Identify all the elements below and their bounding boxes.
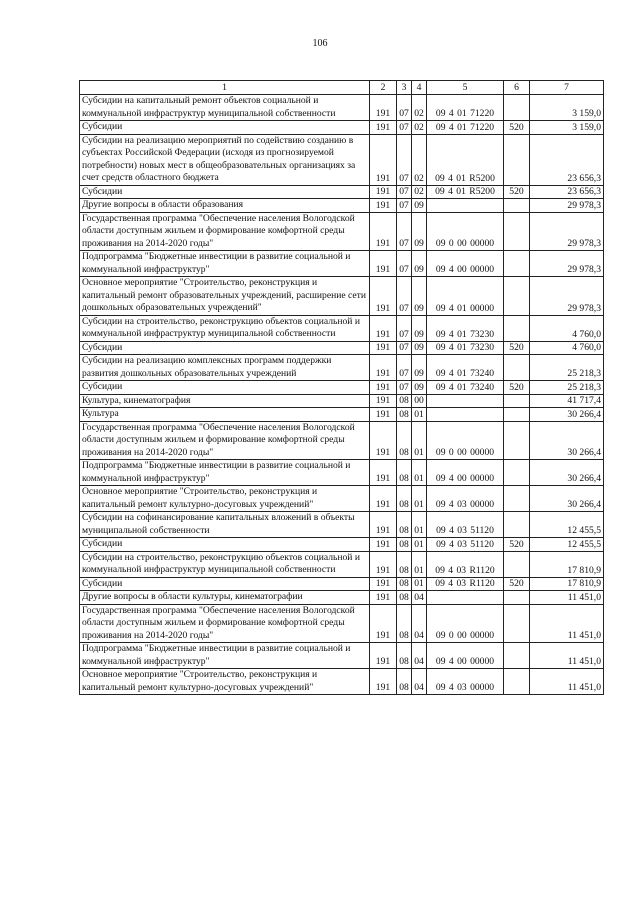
- row-admin-code: 191: [370, 591, 397, 605]
- table-row: [80, 604, 604, 643]
- row-name: Государственная программа "Обеспечение населения Вологодской области доступным жильем и формирование комфортной среды проживания на 2014-2020 годы": [80, 421, 370, 460]
- row-subsection: 01: [412, 512, 427, 538]
- table-row: [80, 95, 604, 121]
- row-expense-type: 520: [504, 341, 530, 355]
- row-name: Субсидии: [80, 121, 370, 135]
- table-row: [80, 212, 604, 251]
- row-name: Другие вопросы в области образования: [80, 199, 370, 213]
- row-subsection: 01: [412, 577, 427, 591]
- row-admin-code: 191: [370, 381, 397, 395]
- row-amount: 30 266,4: [530, 460, 604, 486]
- row-expense-type: 520: [504, 381, 530, 395]
- row-admin-code: 191: [370, 341, 397, 355]
- row-section: 07: [397, 381, 412, 395]
- row-name: Субсидии: [80, 577, 370, 591]
- row-amount: 29 978,3: [530, 251, 604, 277]
- table-row: [80, 355, 604, 381]
- row-name: Субсидии на капитальный ремонт объектов социальной и коммунальной инфраструктур муниципальной собственности: [80, 95, 370, 121]
- table-row: [80, 486, 604, 512]
- row-admin-code: 191: [370, 121, 397, 135]
- row-amount: 17 810,9: [530, 577, 604, 591]
- row-name: Основное мероприятие "Строительство, реконструкция и капитальный ремонт образовательных учреждений, расширение сети дошкольных образовательных учреждений": [80, 277, 370, 316]
- row-expense-type: [504, 315, 530, 341]
- row-admin-code: 191: [370, 134, 397, 185]
- row-section: 08: [397, 669, 412, 695]
- row-expense-type: [504, 277, 530, 316]
- row-admin-code: 191: [370, 643, 397, 669]
- row-name: Другие вопросы в области культуры, кинематографии: [80, 591, 370, 605]
- row-subsection: 09: [412, 355, 427, 381]
- table-row: [80, 185, 604, 199]
- row-target-article: 09 4 00 00000: [427, 251, 504, 277]
- row-target-article: 09 4 03 R1120: [427, 577, 504, 591]
- row-name: Подпрограмма "Бюджетные инвестиции в развитие социальной и коммунальной инфраструктур": [80, 460, 370, 486]
- row-amount: 4 760,0: [530, 315, 604, 341]
- row-name: Государственная программа "Обеспечение населения Вологодской области доступным жильем и формирование комфортной среды проживания на 2014-2020 годы": [80, 604, 370, 643]
- row-target-article: [427, 591, 504, 605]
- row-name: Субсидии: [80, 341, 370, 355]
- table-row: [80, 121, 604, 135]
- row-section: 08: [397, 421, 412, 460]
- row-admin-code: 191: [370, 577, 397, 591]
- row-admin-code: 191: [370, 185, 397, 199]
- row-amount: 12 455,5: [530, 512, 604, 538]
- row-section: 07: [397, 315, 412, 341]
- row-amount: 41 717,4: [530, 394, 604, 408]
- row-section: 07: [397, 341, 412, 355]
- table-row: [80, 551, 604, 577]
- row-name: Культура: [80, 408, 370, 422]
- row-amount: 17 810,9: [530, 551, 604, 577]
- row-expense-type: [504, 355, 530, 381]
- row-name: Государственная программа "Обеспечение населения Вологодской области доступным жильем и формирование комфортной среды проживания на 2014-2020 годы": [80, 212, 370, 251]
- row-expense-type: [504, 408, 530, 422]
- row-subsection: 04: [412, 643, 427, 669]
- row-name: Основное мероприятие "Строительство, реконструкция и капитальный ремонт культурно-досуговых учреждений": [80, 486, 370, 512]
- row-expense-type: [504, 251, 530, 277]
- row-target-article: 09 4 01 73230: [427, 341, 504, 355]
- row-section: 07: [397, 95, 412, 121]
- row-section: 08: [397, 486, 412, 512]
- row-subsection: 01: [412, 551, 427, 577]
- row-subsection: 02: [412, 95, 427, 121]
- row-subsection: 09: [412, 341, 427, 355]
- header-cell: 3: [397, 81, 412, 95]
- row-target-article: 09 4 03 51120: [427, 512, 504, 538]
- row-target-article: 09 4 01 73240: [427, 381, 504, 395]
- row-expense-type: 520: [504, 577, 530, 591]
- row-amount: 4 760,0: [530, 341, 604, 355]
- row-section: 08: [397, 643, 412, 669]
- row-target-article: 09 0 00 00000: [427, 212, 504, 251]
- row-subsection: 04: [412, 591, 427, 605]
- row-amount: 30 266,4: [530, 421, 604, 460]
- row-admin-code: 191: [370, 394, 397, 408]
- row-name: Субсидии на реализацию комплексных программ поддержки развития дошкольных образовательных учреждений: [80, 355, 370, 381]
- row-amount: 11 451,0: [530, 591, 604, 605]
- row-name: Основное мероприятие "Строительство, реконструкция и капитальный ремонт культурно-досуговых учреждений": [80, 669, 370, 695]
- table-row: [80, 591, 604, 605]
- row-admin-code: 191: [370, 408, 397, 422]
- row-subsection: 09: [412, 212, 427, 251]
- row-section: 07: [397, 212, 412, 251]
- row-section: 07: [397, 251, 412, 277]
- row-amount: 11 451,0: [530, 643, 604, 669]
- row-section: 07: [397, 355, 412, 381]
- row-admin-code: 191: [370, 486, 397, 512]
- row-subsection: 09: [412, 315, 427, 341]
- row-amount: 25 218,3: [530, 381, 604, 395]
- row-name: Субсидии на реализацию мероприятий по содействию созданию в субъектах Российской Федерации (исходя из прогнозируемой потребности) новых мест в общеобразовательных организациях за счет средств областного бюджета: [80, 134, 370, 185]
- header-cell: 2: [370, 81, 397, 95]
- row-name: Подпрограмма "Бюджетные инвестиции в развитие социальной и коммунальной инфраструктур": [80, 251, 370, 277]
- row-target-article: 09 0 00 00000: [427, 604, 504, 643]
- budget-table: [79, 80, 604, 695]
- table-row: [80, 577, 604, 591]
- row-amount: 29 978,3: [530, 212, 604, 251]
- table-row: [80, 251, 604, 277]
- table-row: [80, 394, 604, 408]
- row-section: 08: [397, 394, 412, 408]
- row-amount: 11 451,0: [530, 669, 604, 695]
- row-expense-type: [504, 421, 530, 460]
- row-admin-code: 191: [370, 538, 397, 552]
- row-target-article: 09 4 03 00000: [427, 486, 504, 512]
- row-expense-type: [504, 512, 530, 538]
- row-section: 08: [397, 591, 412, 605]
- row-amount: 30 266,4: [530, 486, 604, 512]
- row-subsection: 09: [412, 277, 427, 316]
- header-cell: 7: [530, 81, 604, 95]
- table-row: [80, 408, 604, 422]
- row-admin-code: 191: [370, 551, 397, 577]
- row-subsection: 01: [412, 486, 427, 512]
- row-expense-type: [504, 669, 530, 695]
- row-subsection: 02: [412, 134, 427, 185]
- row-subsection: 04: [412, 669, 427, 695]
- row-expense-type: [504, 134, 530, 185]
- row-admin-code: 191: [370, 604, 397, 643]
- table-header-row: [80, 81, 604, 95]
- row-admin-code: 191: [370, 277, 397, 316]
- row-subsection: 09: [412, 381, 427, 395]
- row-section: 08: [397, 460, 412, 486]
- row-admin-code: 191: [370, 95, 397, 121]
- row-section: 07: [397, 121, 412, 135]
- row-expense-type: [504, 199, 530, 213]
- row-admin-code: 191: [370, 460, 397, 486]
- row-admin-code: 191: [370, 355, 397, 381]
- row-expense-type: [504, 591, 530, 605]
- row-amount: 25 218,3: [530, 355, 604, 381]
- row-name: Субсидии на софинансирование капитальных вложений в объекты муниципальной собственности: [80, 512, 370, 538]
- row-admin-code: 191: [370, 669, 397, 695]
- row-target-article: 09 4 01 71220: [427, 95, 504, 121]
- row-subsection: 04: [412, 604, 427, 643]
- row-subsection: 09: [412, 251, 427, 277]
- row-amount: 11 451,0: [530, 604, 604, 643]
- table-row: [80, 538, 604, 552]
- row-section: 08: [397, 577, 412, 591]
- row-admin-code: 191: [370, 315, 397, 341]
- header-cell: 6: [504, 81, 530, 95]
- row-amount: 23 656,3: [530, 134, 604, 185]
- table-row: [80, 381, 604, 395]
- row-admin-code: 191: [370, 421, 397, 460]
- row-expense-type: 520: [504, 538, 530, 552]
- row-amount: 30 266,4: [530, 408, 604, 422]
- row-target-article: [427, 408, 504, 422]
- row-expense-type: 520: [504, 121, 530, 135]
- row-expense-type: [504, 551, 530, 577]
- page-number: 106: [312, 38, 328, 49]
- table-row: [80, 134, 604, 185]
- header-cell: 5: [427, 81, 504, 95]
- row-section: 07: [397, 134, 412, 185]
- row-section: 07: [397, 277, 412, 316]
- row-target-article: 09 4 03 R1120: [427, 551, 504, 577]
- row-target-article: 09 4 00 00000: [427, 460, 504, 486]
- row-subsection: 01: [412, 421, 427, 460]
- row-expense-type: [504, 643, 530, 669]
- row-expense-type: [504, 394, 530, 408]
- row-target-article: 09 4 01 73230: [427, 315, 504, 341]
- row-target-article: 09 4 03 00000: [427, 669, 504, 695]
- row-admin-code: 191: [370, 212, 397, 251]
- row-expense-type: [504, 486, 530, 512]
- row-section: 08: [397, 604, 412, 643]
- row-section: 08: [397, 538, 412, 552]
- row-amount: 12 455,5: [530, 538, 604, 552]
- row-amount: 3 159,0: [530, 95, 604, 121]
- row-expense-type: [504, 460, 530, 486]
- row-target-article: 09 4 00 00000: [427, 643, 504, 669]
- row-name: Субсидии: [80, 185, 370, 199]
- row-target-article: 09 4 01 73240: [427, 355, 504, 381]
- row-target-article: [427, 394, 504, 408]
- row-name: Субсидии на строительство, реконструкцию объектов социальной и коммунальной инфраструктур муниципальной собственности: [80, 551, 370, 577]
- row-subsection: 00: [412, 394, 427, 408]
- row-name: Подпрограмма "Бюджетные инвестиции в развитие социальной и коммунальной инфраструктур": [80, 643, 370, 669]
- row-subsection: 01: [412, 460, 427, 486]
- row-target-article: 09 4 01 71220: [427, 121, 504, 135]
- row-target-article: 09 4 01 R5200: [427, 185, 504, 199]
- row-subsection: 02: [412, 121, 427, 135]
- row-admin-code: 191: [370, 512, 397, 538]
- row-expense-type: 520: [504, 185, 530, 199]
- header-cell: 1: [80, 81, 370, 95]
- row-target-article: [427, 199, 504, 213]
- row-amount: 29 978,3: [530, 199, 604, 213]
- row-subsection: 09: [412, 199, 427, 213]
- row-amount: 29 978,3: [530, 277, 604, 316]
- row-subsection: 02: [412, 185, 427, 199]
- row-name: Субсидии: [80, 381, 370, 395]
- row-name: Субсидии на строительство, реконструкцию объектов социальной и коммунальной инфраструктур муниципальной собственности: [80, 315, 370, 341]
- row-admin-code: 191: [370, 199, 397, 213]
- row-target-article: 09 4 01 00000: [427, 277, 504, 316]
- row-expense-type: [504, 212, 530, 251]
- row-section: 08: [397, 408, 412, 422]
- row-section: 07: [397, 199, 412, 213]
- row-name: Субсидии: [80, 538, 370, 552]
- row-subsection: 01: [412, 538, 427, 552]
- table-row: [80, 277, 604, 316]
- header-cell: 4: [412, 81, 427, 95]
- row-amount: 23 656,3: [530, 185, 604, 199]
- row-target-article: 09 0 00 00000: [427, 421, 504, 460]
- row-section: 08: [397, 512, 412, 538]
- table-row: [80, 512, 604, 538]
- table-row: [80, 460, 604, 486]
- row-section: 08: [397, 551, 412, 577]
- row-name: Культура, кинематография: [80, 394, 370, 408]
- row-target-article: 09 4 01 R5200: [427, 134, 504, 185]
- row-target-article: 09 4 03 51120: [427, 538, 504, 552]
- table-row: [80, 199, 604, 213]
- row-section: 07: [397, 185, 412, 199]
- row-amount: 3 159,0: [530, 121, 604, 135]
- table-row: [80, 341, 604, 355]
- row-expense-type: [504, 604, 530, 643]
- row-subsection: 01: [412, 408, 427, 422]
- table-row: [80, 669, 604, 695]
- row-expense-type: [504, 95, 530, 121]
- table-row: [80, 643, 604, 669]
- row-admin-code: 191: [370, 251, 397, 277]
- table-row: [80, 315, 604, 341]
- table-row: [80, 421, 604, 460]
